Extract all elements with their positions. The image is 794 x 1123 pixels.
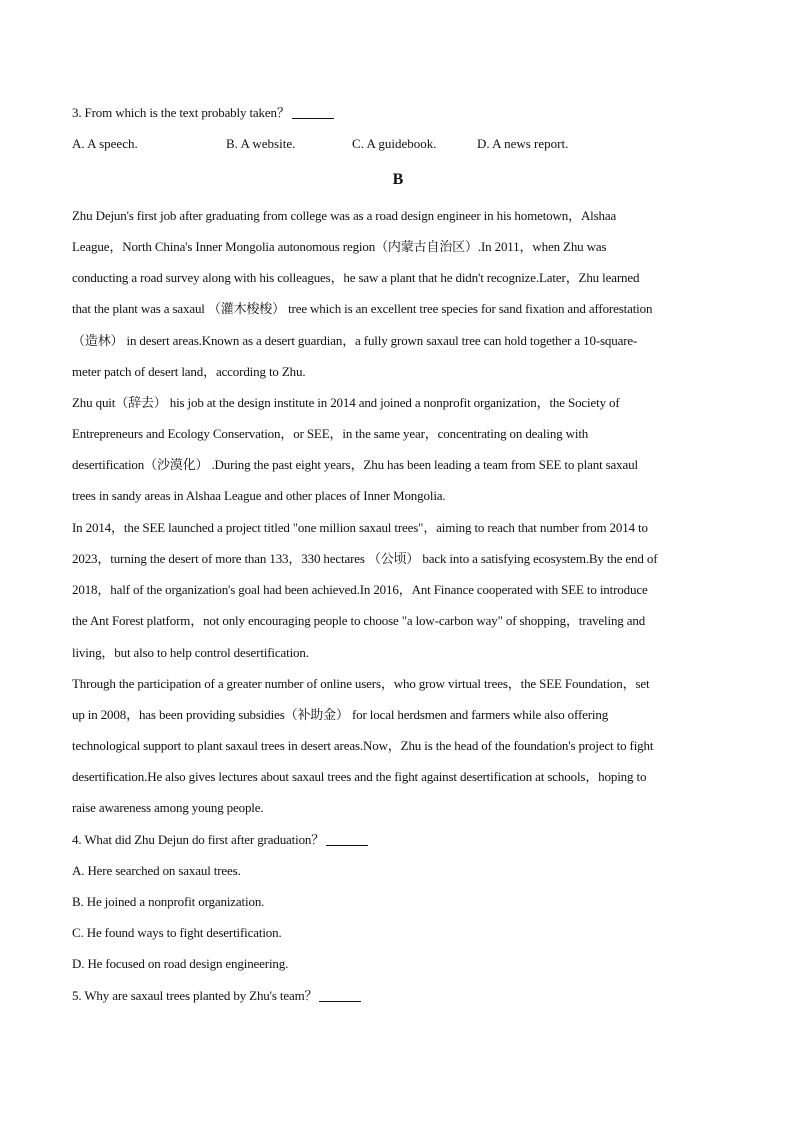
passage-line: living，but also to help control desertification. <box>72 645 309 660</box>
answer-blank-4 <box>326 833 368 846</box>
answer-blank-3 <box>292 106 334 119</box>
question-3-options <box>72 136 724 152</box>
passage-line: 2018，half of the organization's goal had been achieved.In 2016，Ant Finance cooperated with SEE to introduce <box>72 582 648 597</box>
q4-option-c: C. He found ways to fight desertification. <box>72 925 282 940</box>
q3-option-c: C. A guidebook. <box>352 136 437 151</box>
q3-option-b: B. A website. <box>226 136 296 151</box>
passage-line: （造林） in desert areas.Known as a desert guardian，a fully grown saxaul tree can hold together a 10-square- <box>72 333 638 348</box>
passage-line: the Ant Forest platform，not only encouraging people to choose "a low-carbon way" of shopping，traveling and <box>72 613 646 628</box>
question-4 <box>72 832 368 848</box>
passage-line: Through the participation of a greater number of online users，who grow virtual trees，the SEE Foundation，set <box>72 676 650 691</box>
passage-line: meter patch of desert land，according to Zhu. <box>72 364 306 379</box>
passage-line: In 2014，the SEE launched a project titled "one million saxaul trees"，aiming to reach that number from 2014 to <box>72 520 648 535</box>
answer-blank-5 <box>319 989 361 1002</box>
passage-line: that the plant was a saxaul （灌木梭梭） tree which is an excellent tree species for sand fixation and afforestation <box>72 301 653 316</box>
passage-line: desertification（沙漠化） .During the past eight years，Zhu has been leading a team from SEE to plant saxaul <box>72 457 638 472</box>
passage-line: up in 2008，has been providing subsidies（补助金） for local herdsmen and farmers while also offering <box>72 707 609 722</box>
question-5 <box>72 988 361 1004</box>
question-4-text: 4. What did Zhu Dejun do first after graduation？ <box>72 832 325 847</box>
section-title: B <box>392 171 404 188</box>
passage-line: Zhu Dejun's first job after graduating from college was as a road design engineer in his hometown，Alshaa <box>72 208 617 223</box>
passage-line: trees in sandy areas in Alshaa League and other places of Inner Mongolia. <box>72 488 446 503</box>
passage-line: raise awareness among young people. <box>72 800 264 815</box>
q4-option-b: B. He joined a nonprofit organization. <box>72 894 265 909</box>
question-3-text: 3. From which is the text probably taken？ <box>72 105 290 120</box>
passage-line: conducting a road survey along with his colleagues，he saw a plant that he didn't recognize.Later，Zhu learned <box>72 270 640 285</box>
passage-line: technological support to plant saxaul trees in desert areas.Now，Zhu is the head of the foundation's project to fight <box>72 738 654 753</box>
q4-option-d: D. He focused on road design engineering. <box>72 956 289 971</box>
passage-line: Zhu quit（辞去） his job at the design institute in 2014 and joined a nonprofit organization，the Society of <box>72 395 620 410</box>
passage-line: 2023，turning the desert of more than 133，330 hectares （公顷） back into a satisfying ecosystem.By the end of <box>72 551 658 566</box>
question-3 <box>72 105 334 121</box>
q4-option-a: A. Here searched on saxaul trees. <box>72 863 241 878</box>
passage-line: desertification.He also gives lectures about saxaul trees and the fight against desertification at schools，hoping to <box>72 769 647 784</box>
passage-line: League，North China's Inner Mongolia autonomous region（内蒙古自治区）.In 2011，when Zhu was <box>72 239 607 254</box>
passage-line: Entrepreneurs and Ecology Conservation，or SEE，in the same year，concentrating on dealing with <box>72 426 589 441</box>
question-5-text: 5. Why are saxaul trees planted by Zhu's team？ <box>72 988 318 1003</box>
q3-option-a: A. A speech. <box>72 136 138 151</box>
q3-option-d: D. A news report. <box>477 136 569 151</box>
